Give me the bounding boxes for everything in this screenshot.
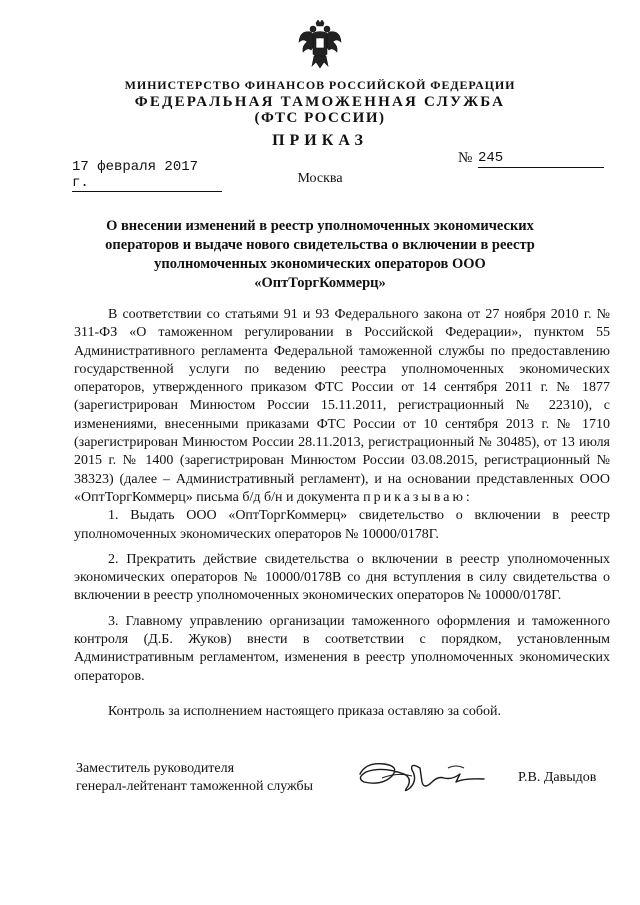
preamble-paragraph	[74, 306, 610, 507]
city: Москва	[297, 171, 343, 186]
order-title: О внесении изменений в реестр уполномоченных экономических операторов и выдаче нового свидетельства о включении в реестр уполномоченных экономических операторов ООО «ОптТоргКоммерц»	[105, 218, 535, 291]
signer-name: Р.В. Давыдов	[518, 770, 597, 785]
order-item-2: 2. Прекратить действие свидетельства о включении в реестр уполномоченных экономических операторов № 10000/0178В со дня вступления в силу свидетельства о включении в реестр уполномоченных экономических операторов № 10000/0178Г.	[74, 551, 610, 604]
control-clause: Контроль за исполнением настоящего приказа оставляю за собой.	[108, 704, 502, 719]
service-name: ФЕДЕРАЛЬНАЯ ТАМОЖЕННАЯ СЛУЖБА	[134, 94, 506, 110]
signer-position-line-1: Заместитель руководителя	[76, 761, 235, 776]
preamble-text: В соответствии со статьями 91 и 93 Федерального закона от 27 ноября 2010 г. № 311-ФЗ «О таможенном регулировании в Российской Федерации», пунктом 55 Административного регламента Федеральной таможенной службы по предоставлению государственной услуги по ведению реестра уполномоченных экономических операторов, утвержденного приказом ФТС России от 14 сентября 2011 г. № 1877 (зарегистрирован Минюстом России 15.11.2011, регистрационный № 22310), с изменениями, внесенными приказами ФТС России от 10 сентября 2013 г. № 1710 (зарегистрирован Минюстом России 28.11.2013, регистрационный № 30485), от 13 июля 2015 г. № 1400 (зарегистрирован Минюстом России 03.08.2015, регистрационный № 38323) (далее – Административный регламент), и на основании представленных ООО «ОптТоргКоммерц» письма б/д б/н и документа	[74, 307, 610, 505]
signature-icon	[352, 752, 502, 802]
signer-position	[76, 760, 313, 796]
emblem-icon	[298, 20, 342, 72]
order-item-1: 1. Выдать ООО «ОптТоргКоммерц» свидетельство о включении в реестр уполномоченных экономических операторов № 10000/0178Г.	[74, 508, 610, 542]
ministry-name: МИНИСТЕРСТВО ФИНАНСОВ РОССИЙСКОЙ ФЕДЕРАЦИИ	[124, 78, 516, 92]
document-type: ПРИКАЗ	[272, 132, 368, 149]
service-abbreviation: (ФТС РОССИИ)	[254, 110, 386, 126]
order-body	[74, 306, 610, 686]
order-number: 245	[478, 150, 604, 168]
order-date: 17 февраля 2017 г.	[72, 159, 222, 192]
order-item-3: 3. Главному управлению организации таможенного оформления и таможенного контроля (Д.Б. Жуков) внести в соответствии с порядком, установленным Административным регламентом, изменения в реестр уполномоченных экономических операторов.	[74, 613, 610, 684]
signer-position-line-2: генерал-лейтенант таможенной службы	[76, 779, 314, 794]
order-verb: приказываю:	[363, 489, 473, 505]
order-number-label: №	[458, 150, 473, 166]
